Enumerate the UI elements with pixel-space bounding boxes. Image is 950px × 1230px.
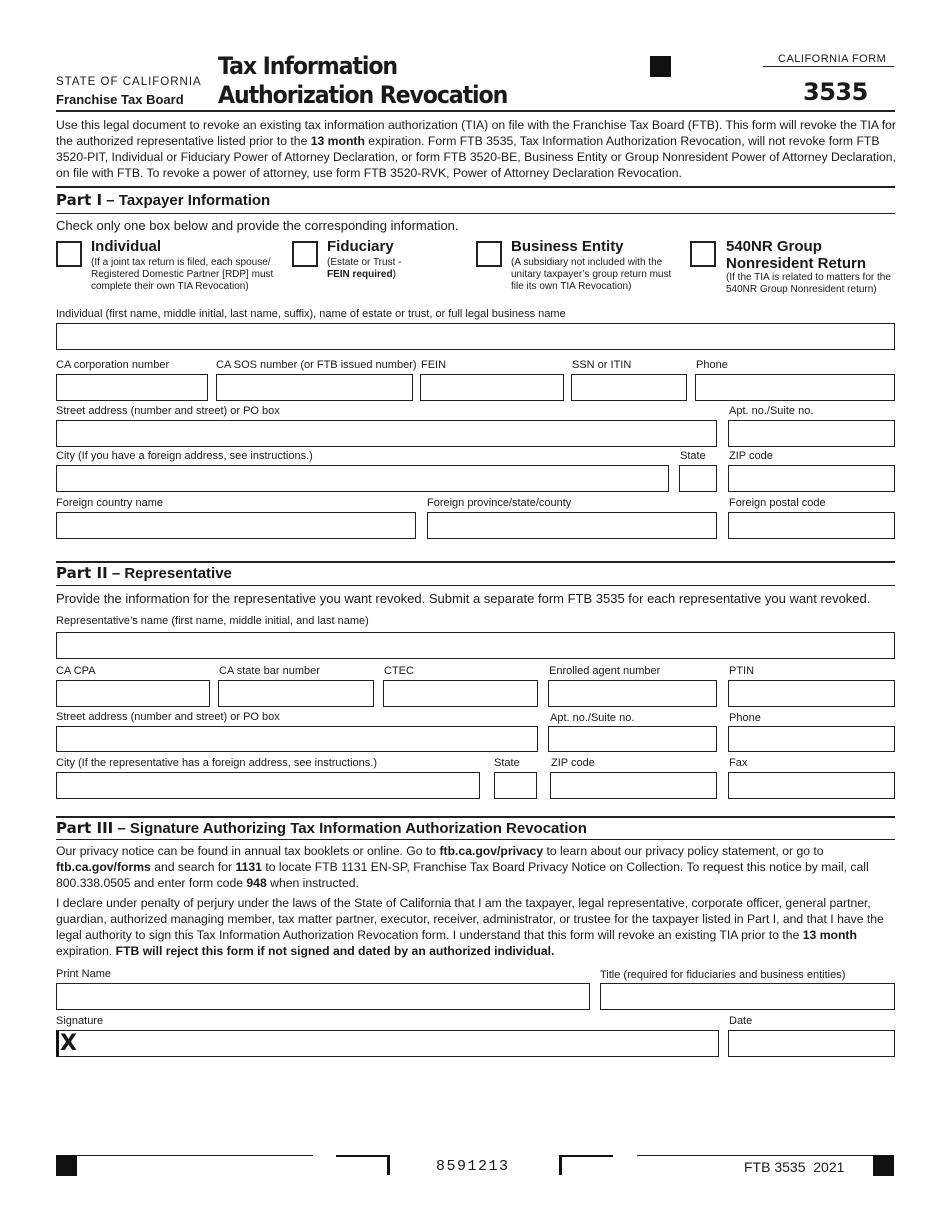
- individual-option-title: Individual: [91, 238, 162, 255]
- city-field[interactable]: [56, 465, 669, 492]
- apt-label: Apt. no./Suite no.: [729, 405, 814, 417]
- ca-corp-field[interactable]: [56, 374, 208, 401]
- ca-sos-label: CA SOS number (or FTB issued number): [216, 359, 417, 371]
- business-entity-option-desc: (A subsidiary not included with the unitary taxpayer’s group return must file its own TIA Revocation): [511, 257, 672, 292]
- form-title-line1: Tax Information: [218, 52, 398, 80]
- ca-corp-label: CA corporation number: [56, 359, 170, 371]
- state-bar-field[interactable]: [218, 680, 374, 707]
- footer-bracket-left: [336, 1155, 390, 1175]
- business-entity-checkbox[interactable]: [476, 241, 502, 267]
- group-nonresident-option-title: 540NR Group Nonresident Return: [726, 238, 867, 272]
- fein-field[interactable]: [420, 374, 564, 401]
- agency-label: Franchise Tax Board: [56, 92, 184, 107]
- signature-label: Signature: [56, 1015, 104, 1027]
- form-number: 3535: [803, 78, 868, 106]
- rep-name-field[interactable]: [56, 632, 895, 659]
- ca-cpa-field[interactable]: [56, 680, 210, 707]
- zip-field[interactable]: [728, 465, 895, 492]
- footer-mark-left: [56, 1155, 77, 1176]
- ssn-field[interactable]: [571, 374, 687, 401]
- part2-heading: Part II – Representative: [56, 564, 232, 582]
- apt-field[interactable]: [728, 420, 895, 447]
- city-label: City (If you have a foreign address, see instructions.): [56, 450, 313, 462]
- intro-paragraph: Use this legal document to revoke an existing tax information authorization (TIA) on file with the Franchise Tax Board (FTB). This form will revoke the TIA for the authorized representative listed prior to the 13 month expiration. Form FTB 3535, Tax Information Authorization Revocation, will not revoke form FTB 3520-PIT, Individual or Fiduciary Power of Attorney Declaration, or form FTB 3520-BE, Business Entity or Group Nonresident Power of Attorney Declaration, on file with FTB. To revoke a power of attorney, use form FTB 3520-RVK, Power of Attorney Declaration Revocation.: [56, 118, 896, 180]
- foreign-postal-field[interactable]: [728, 512, 895, 539]
- date-field[interactable]: [728, 1030, 895, 1057]
- state-label: STATE OF CALIFORNIA: [56, 76, 202, 88]
- rep-zip-field[interactable]: [550, 772, 717, 799]
- rep-fax-label: Fax: [729, 757, 748, 769]
- part1-instruction: Check only one box below and provide the corresponding information.: [56, 218, 459, 233]
- print-name-field[interactable]: [56, 983, 590, 1010]
- ssn-label: SSN or ITIN: [572, 359, 632, 371]
- title-label: Title (required for fiduciaries and business entities): [600, 969, 846, 981]
- street-field[interactable]: [56, 420, 717, 447]
- ctec-field[interactable]: [383, 680, 538, 707]
- enrolled-agent-field[interactable]: [548, 680, 717, 707]
- state-field-label: State: [680, 450, 706, 462]
- rep-fax-field[interactable]: [728, 772, 895, 799]
- rep-zip-label: ZIP code: [551, 757, 595, 769]
- form-title: [218, 52, 507, 110]
- part2-instruction: Provide the information for the representative you want revoked. Submit a separate form FTB 3535 for each representative you want revoked.: [56, 591, 871, 606]
- rep-city-field[interactable]: [56, 772, 480, 799]
- fiduciary-option-title: Fiduciary: [327, 238, 394, 255]
- footer-mark-right: [873, 1155, 894, 1176]
- foreign-province-label: Foreign province/state/county: [427, 497, 572, 509]
- group-nonresident-checkbox[interactable]: [690, 241, 716, 267]
- rep-street-label: Street address (number and street) or PO box: [56, 711, 280, 723]
- footer-bracket-right: [559, 1155, 613, 1175]
- rep-state-label: State: [494, 757, 520, 769]
- form-title-line2: Authorization Revocation: [218, 81, 508, 109]
- footer-barcode-number: 8591213: [436, 1158, 510, 1175]
- foreign-province-field[interactable]: [427, 512, 717, 539]
- ptin-field[interactable]: [728, 680, 895, 707]
- privacy-notice: Our privacy notice can be found in annual tax booklets or online. Go to ftb.ca.gov/privacy to learn about our privacy policy statement, or go to ftb.ca.gov/forms and search for 1131 to locate FTB 1131 EN-SP, Franchise Tax Board Privacy Notice on Collection. To request this notice by mail, call 800.338.0505 and enter form code 948 when instructed.: [56, 844, 869, 890]
- individual-checkbox[interactable]: [56, 241, 82, 267]
- zip-label: ZIP code: [729, 450, 773, 462]
- rep-phone-field[interactable]: [728, 726, 895, 752]
- print-name-label: Print Name: [56, 968, 112, 980]
- california-form-label: CALIFORNIA FORM: [778, 53, 887, 65]
- business-entity-option-title: Business Entity: [511, 238, 624, 255]
- rep-state-field[interactable]: [494, 772, 537, 799]
- rep-name-label: Representative’s name (first name, middle initial, and last name): [56, 615, 369, 627]
- rep-apt-label: Apt. no./Suite no.: [550, 712, 635, 724]
- state-field[interactable]: [679, 465, 717, 492]
- group-nonresident-option-desc: (If the TIA is related to matters for the 540NR Group Nonresident return): [726, 272, 891, 295]
- foreign-country-label: Foreign country name: [56, 497, 163, 509]
- foreign-country-field[interactable]: [56, 512, 416, 539]
- ca-sos-field[interactable]: [216, 374, 413, 401]
- taxpayer-name-label: Individual (first name, middle initial, last name, suffix), name of estate or trust, or full legal business name: [56, 308, 566, 320]
- registration-mark: [650, 56, 671, 77]
- part3-heading: Part III – Signature Authorizing Tax Information Authorization Revocation: [56, 819, 587, 837]
- signature-x-mark: X: [60, 1031, 77, 1056]
- rep-phone-label: Phone: [729, 712, 761, 724]
- street-label: Street address (number and street) or PO box: [56, 405, 280, 417]
- fiduciary-option-desc: (Estate or Trust - FEIN required): [327, 257, 402, 280]
- signature-field[interactable]: [56, 1030, 719, 1057]
- state-bar-label: CA state bar number: [219, 665, 320, 677]
- rep-city-label: City (If the representative has a foreign address, see instructions.): [56, 757, 377, 769]
- footer-form-id: FTB 3535 2021: [744, 1159, 845, 1175]
- fiduciary-checkbox[interactable]: [292, 241, 318, 267]
- individual-option-desc: (If a joint tax return is filed, each spouse/ Registered Domestic Partner [RDP] must complete their own TIA Revocation): [91, 257, 274, 292]
- title-field[interactable]: [600, 983, 895, 1010]
- rep-street-field[interactable]: [56, 726, 538, 752]
- declaration: I declare under penalty of perjury under the laws of the State of California that I am the taxpayer, legal representative, corporate officer, general partner, guardian, authorized managing member, tax matter partner, executor, receiver, administrator, or trustee for the taxpayer listed in Part I, and that I have the legal authority to sign this Tax Information Authorization Revocation form. I understand that this form will revoke an existing TIA prior to the 13 month expiration. FTB will reject this form if not signed and dated by an authorized individual.: [56, 896, 884, 958]
- phone-label: Phone: [696, 359, 728, 371]
- date-label: Date: [729, 1015, 753, 1027]
- ptin-label: PTIN: [729, 665, 755, 677]
- ctec-label: CTEC: [384, 665, 414, 677]
- taxpayer-name-field[interactable]: [56, 323, 895, 350]
- enrolled-agent-label: Enrolled agent number: [549, 665, 661, 677]
- foreign-postal-label: Foreign postal code: [729, 497, 826, 509]
- phone-field[interactable]: [695, 374, 895, 401]
- rep-apt-field[interactable]: [548, 726, 717, 752]
- ca-cpa-label: CA CPA: [56, 665, 96, 677]
- fein-label: FEIN: [421, 359, 447, 371]
- part1-heading: Part I – Taxpayer Information: [56, 191, 271, 209]
